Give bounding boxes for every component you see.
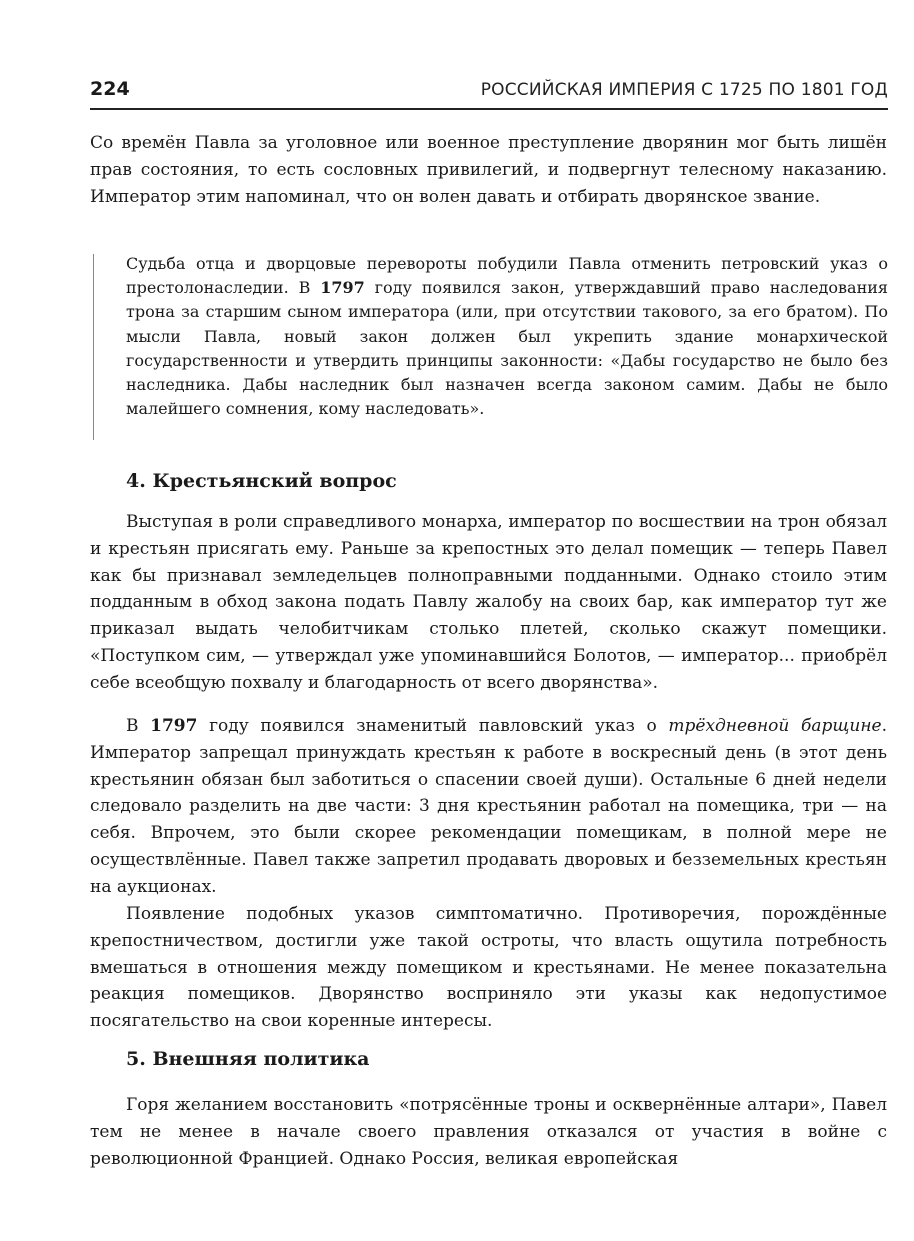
paragraph-2-start: В: [126, 716, 151, 736]
section-5-heading: 5. Внешняя политика: [126, 1048, 370, 1070]
aside-rule: [93, 254, 94, 440]
intro-paragraph: Со времён Павла за уголовное или военное преступление дворянин мог быть лишён прав состояния, то есть сословных привилегий, и подвергнут телесному наказанию. Император этим напоминал, что он волен давать и отбирать дворянское звание.: [90, 133, 887, 207]
paragraph-2-term: трёхдневной барщине: [668, 716, 882, 736]
paragraph-2-end: . Император запрещал принуждать крестьян к работе в воскресный день (в этот день крестьянин обязан был заботиться о спасении своей души). Остальные 6 дней недели следовало разделить на две части: 3 дня крестьянин работал на помещика, три — на себя. Впрочем, это были скорее рекомендации помещикам, в полной мере не осуществлённые. Павел также запретил продавать дворовых и безземельных крестьян на аукционах.: [90, 716, 887, 897]
paragraph-2-mid: году появился знаменитый павловский указ о: [197, 716, 669, 736]
aside-text-start: Судьба отца и дворцовые перевороты побудили Павла отменить петровский указ о престолонаследии. В: [126, 254, 888, 298]
page-header: [90, 78, 888, 110]
section-4-paragraph-2: [90, 713, 887, 901]
section-4-paragraph-3: Появление подобных указов симптоматично. Противоречия, порождённые крепостничеством, достигли уже такой остроты, что власть ощутила потребность вмешаться в отношения между помещиком и крестьянами. Не менее показательна реакция помещиков. Дворянство восприняло эти указы как недопустимое посягательство на свои коренные интересы.: [90, 904, 887, 1032]
section-4-heading: 4. Крестьянский вопрос: [126, 470, 397, 492]
aside-year: 1797: [320, 278, 365, 298]
section-5-paragraph-1: Горя желанием восстановить «потрясённые троны и осквернённые алтари», Павел тем не менее в начале своего правления отказался от участия в войне с революционной Францией. Однако Россия, великая европейская: [90, 1095, 887, 1169]
aside-paragraph: [126, 252, 888, 421]
page-number: 224: [90, 78, 130, 100]
section-4-paragraph-1: Выступая в роли справедливого монарха, император по восшествии на трон обязал и крестьян присягать ему. Раньше за крепостных это делал помещик — теперь Павел как бы признавал земледельцев полноправными подданными. Однако стоило этим подданным в обход закона подать Павлу жалобу на своих бар, как император тут же приказал выдать челобитчикам столько плетей, сколько скажут помещики. «Поступком сим, — утверждал уже упоминавшийся Болотов, — император... приобрёл себе всеобщую похвалу и благодарность от всего дворянства».: [90, 512, 887, 693]
aside-text-end: году появился закон, утверждавший право наследования трона за старшим сыном императора (или, при отсутствии такового, за его братом). По мысли Павла, новый закон должен был укрепить здание монархической государственности и утвердить принципы законности: «Дабы государство не было без наследника. Дабы наследник был назначен всегда законом самим. Дабы не было малейшего сомнения, кому наследовать».: [126, 278, 888, 419]
running-title: РОССИЙСКАЯ ИМПЕРИЯ С 1725 ПО 1801 ГОД: [480, 80, 888, 100]
paragraph-2-year: 1797: [150, 716, 198, 736]
